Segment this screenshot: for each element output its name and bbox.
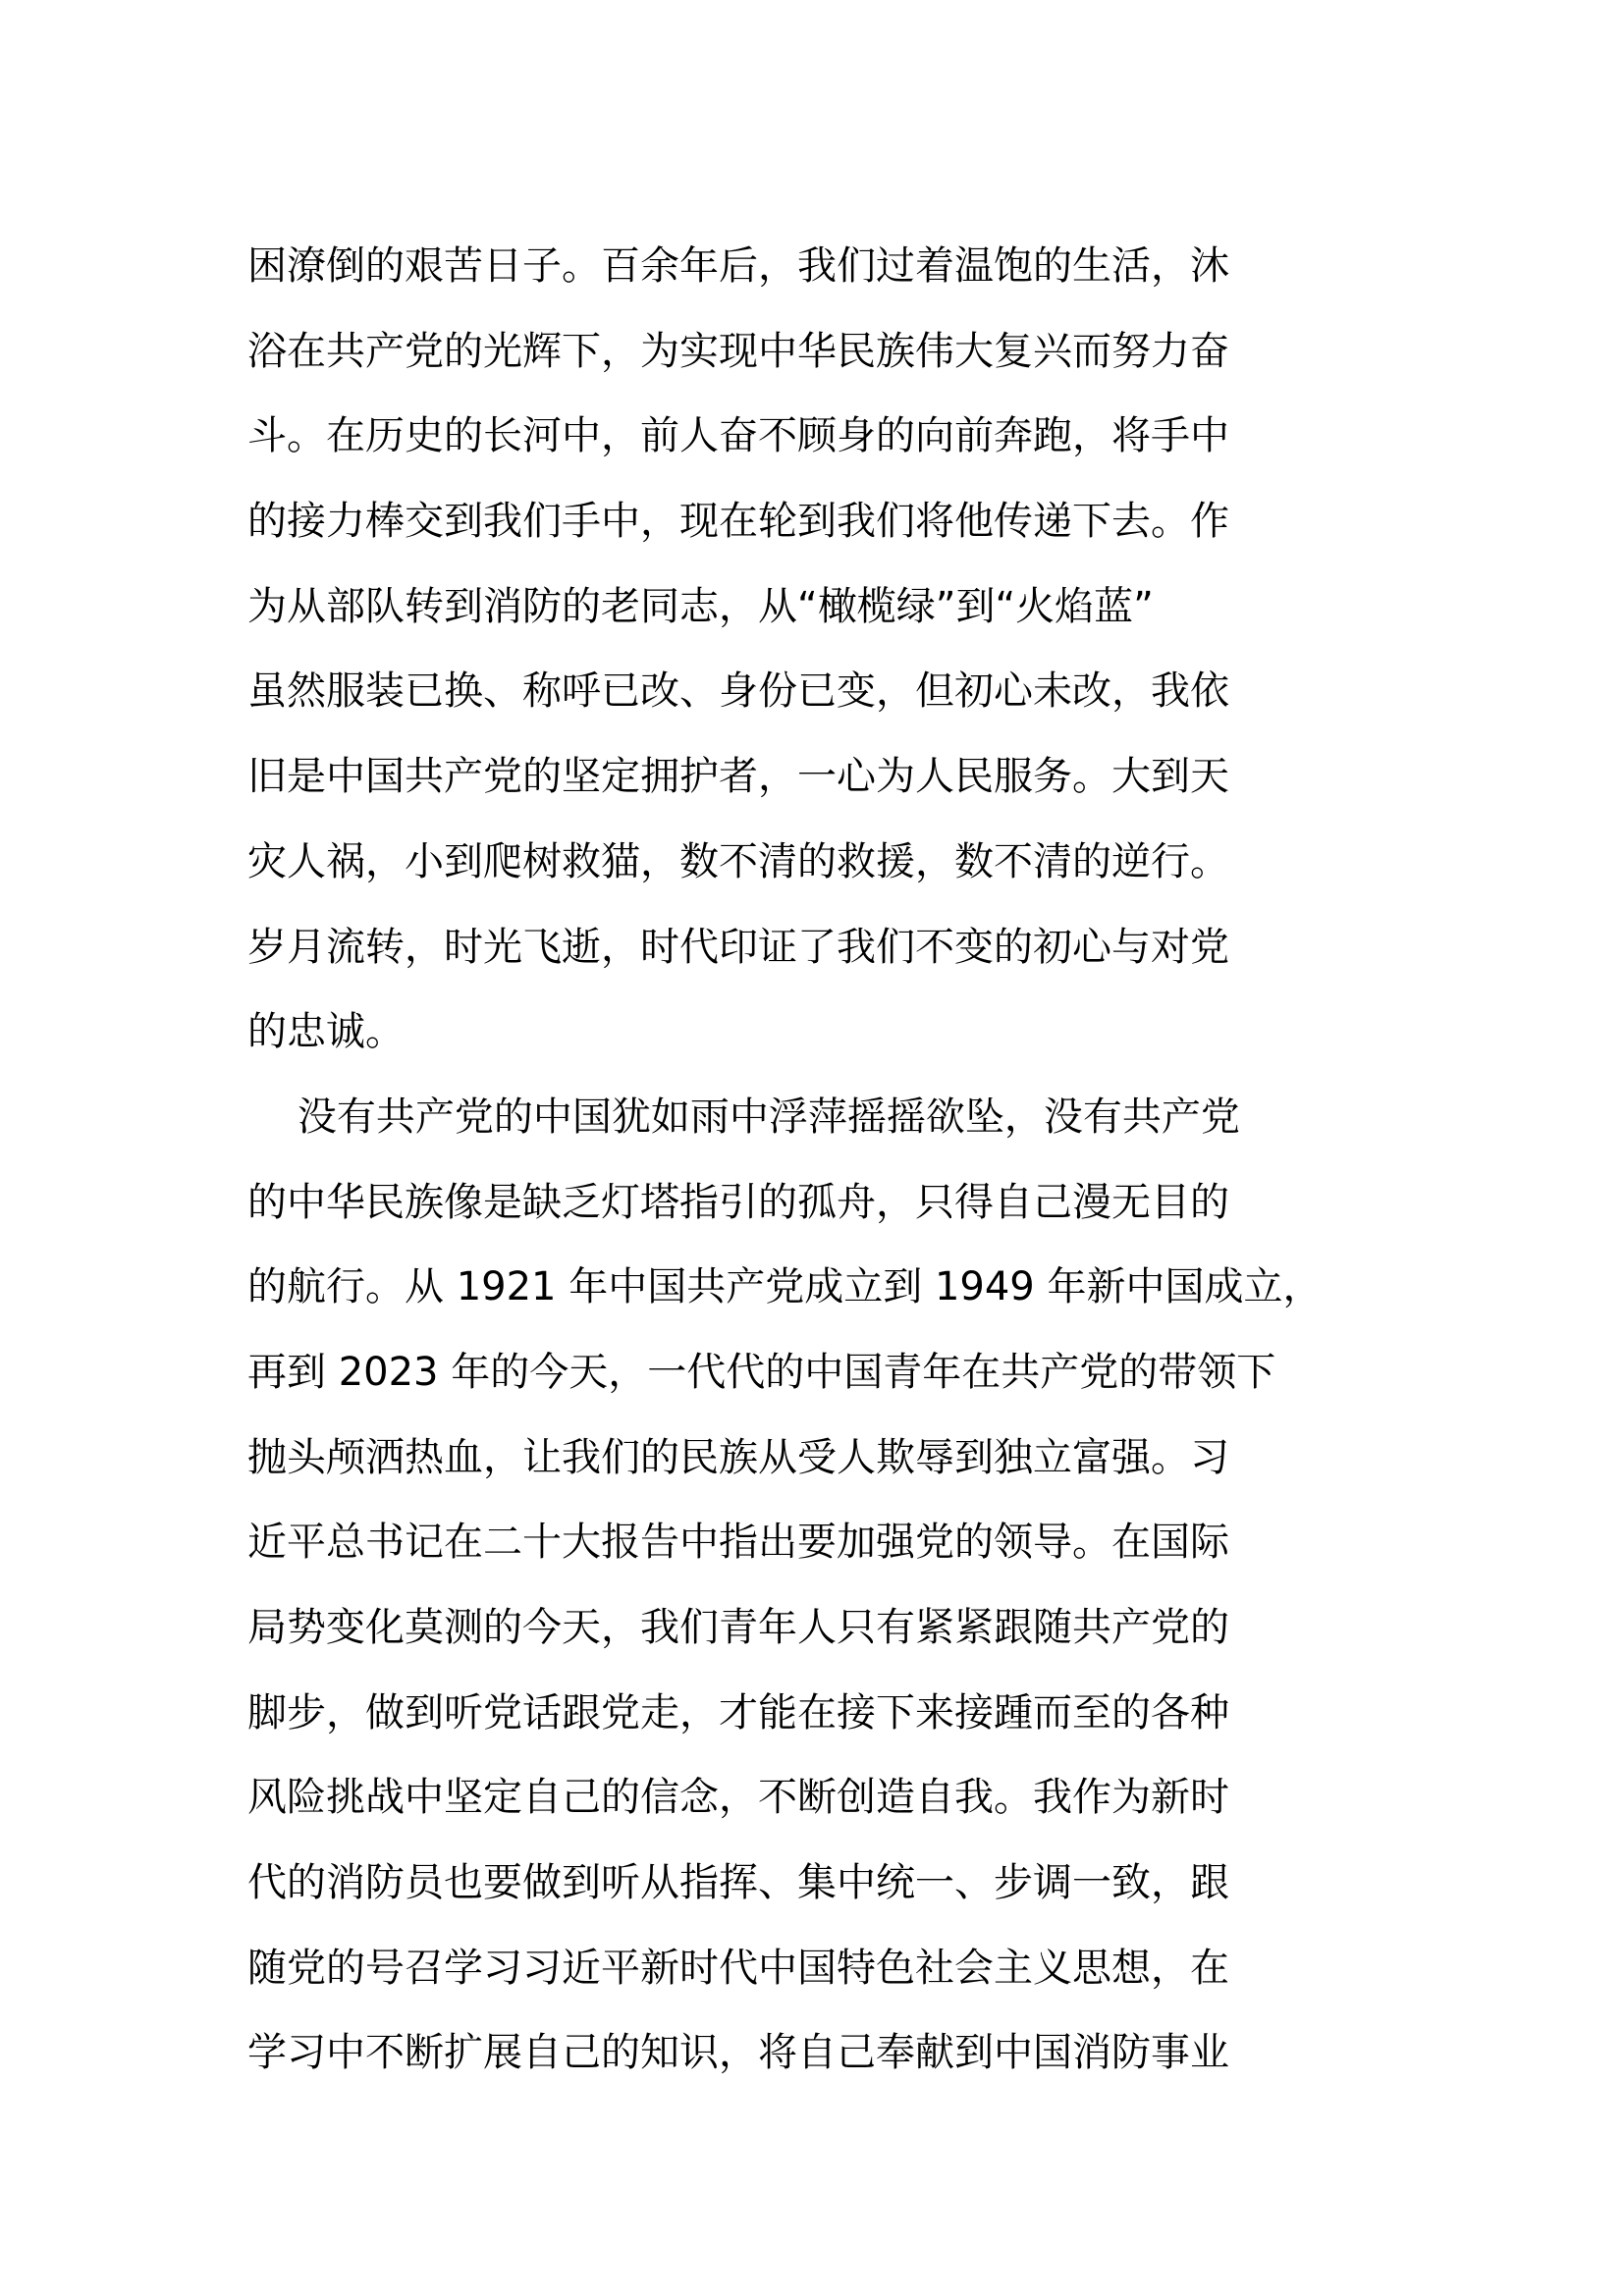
text-line: 岁月流转，时光飞逝，时代印证了我们不变的初心与对党	[247, 924, 1229, 970]
text-line: 的忠诚。	[247, 1009, 405, 1055]
text-line: 困潦倒的艰苦日子。百余年后，我们过着温饱的生活，沐	[247, 243, 1229, 289]
text-line: 随党的号召学习习近平新时代中国特色社会主义思想，在	[247, 1945, 1229, 1991]
text-line: 局势变化莫测的今天，我们青年人只有紧紧跟随共产党的	[247, 1605, 1229, 1650]
text-line: 的中华民族像是缺乏灯塔指引的孤舟，只得自己漫无目的	[247, 1179, 1229, 1225]
text-line: 再到 2023 年的今天，一代代的中国青年在共产党的带领下	[247, 1349, 1276, 1395]
body-text	[247, 224, 1386, 2096]
text-line: 风险挑战中坚定自己的信念，不断创造自我。我作为新时	[247, 1775, 1229, 1821]
text-line: 没有共产党的中国犹如雨中浮萍摇摇欲坠，没有共产党	[247, 1094, 1240, 1140]
text-line: 浴在共产党的光辉下，为实现中华民族伟大复兴而努力奋	[247, 328, 1229, 374]
text-line: 代的消防员也要做到听从指挥、集中统一、步调一致，跟	[247, 1860, 1229, 1906]
text-line: 虽然服装已换、称呼已改、身份已变，但初心未改，我依	[247, 668, 1229, 715]
text-line: 的接力棒交到我们手中，现在轮到我们将他传递下去。作	[247, 499, 1229, 545]
text-line: 斗。在历史的长河中，前人奋不顾身的向前奔跑，将手中	[247, 413, 1229, 459]
text-line: 脚步，做到听党话跟党走，才能在接下来接踵而至的各种	[247, 1689, 1229, 1735]
text-line: 的航行。从 1921 年中国共产党成立到 1949 年新中国成立，	[247, 1264, 1323, 1310]
text-line: 抛头颅洒热血，让我们的民族从受人欺辱到独立富强。习	[247, 1434, 1229, 1480]
text-line: 旧是中国共产党的坚定拥护者，一心为人民服务。大到天	[247, 754, 1229, 800]
text-line: 近平总书记在二十大报告中指出要加强党的领导。在国际	[247, 1520, 1229, 1566]
text-line: 灾人祸，小到爬树救猫，数不清的救援，数不清的逆行。	[247, 838, 1229, 884]
text-line: 学习中不断扩展自己的知识，将自己奉献到中国消防事业	[247, 2030, 1229, 2076]
text-line: 为从部队转到消防的老同志，从“橄榄绿”到“火焰蓝”	[247, 583, 1154, 629]
